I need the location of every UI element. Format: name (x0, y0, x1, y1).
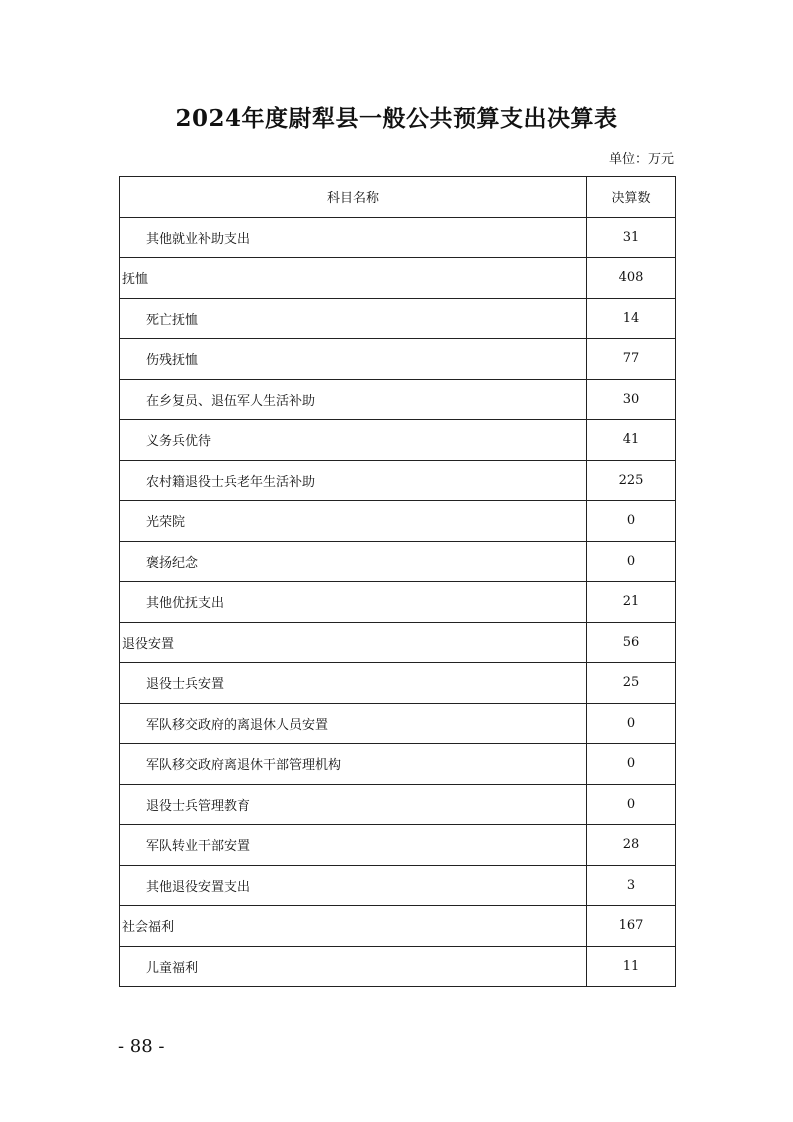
row-subject-name: 军队移交政府离退休干部管理机构 (120, 744, 587, 785)
row-final-amount: 3 (587, 865, 676, 906)
row-subject-name: 伤残抚恤 (120, 339, 587, 380)
row-subject-name: 其他优抚支出 (120, 582, 587, 623)
row-final-amount: 41 (587, 420, 676, 461)
table-row (120, 582, 676, 623)
row-subject-name: 死亡抚恤 (120, 298, 587, 339)
table-row (120, 217, 676, 258)
row-final-amount: 30 (587, 379, 676, 420)
table-row (120, 460, 676, 501)
table-row (120, 298, 676, 339)
row-subject-name: 社会福利 (120, 906, 587, 947)
table-row (120, 703, 676, 744)
table-row (120, 420, 676, 461)
table-row (120, 379, 676, 420)
table-row (120, 663, 676, 704)
table-row (120, 946, 676, 987)
row-subject-name: 褒扬纪念 (120, 541, 587, 582)
header-subject-name: 科目名称 (120, 177, 587, 218)
row-subject-name: 儿童福利 (120, 946, 587, 987)
row-subject-name: 在乡复员、退伍军人生活补助 (120, 379, 587, 420)
row-final-amount: 31 (587, 217, 676, 258)
row-final-amount: 14 (587, 298, 676, 339)
unit-label: 单位：万元 (608, 152, 674, 167)
row-subject-name: 退役士兵安置 (120, 663, 587, 704)
row-subject-name: 军队移交政府的离退休人员安置 (120, 703, 587, 744)
row-subject-name: 抚恤 (120, 258, 587, 299)
row-final-amount: 11 (587, 946, 676, 987)
row-final-amount: 0 (587, 784, 676, 825)
row-final-amount: 0 (587, 541, 676, 582)
row-subject-name: 退役士兵管理教育 (120, 784, 587, 825)
table-header-row (120, 177, 676, 218)
row-final-amount: 25 (587, 663, 676, 704)
row-final-amount: 28 (587, 825, 676, 866)
row-final-amount: 0 (587, 703, 676, 744)
table-row (120, 622, 676, 663)
page-number: - 88 - (118, 1036, 165, 1057)
row-final-amount: 0 (587, 744, 676, 785)
header-final-amount: 决算数 (587, 177, 676, 218)
table-row (120, 784, 676, 825)
table-row (120, 865, 676, 906)
row-subject-name: 军队转业干部安置 (120, 825, 587, 866)
row-subject-name: 其他退役安置支出 (120, 865, 587, 906)
row-final-amount: 77 (587, 339, 676, 380)
row-final-amount: 0 (587, 501, 676, 542)
table-row (120, 258, 676, 299)
row-subject-name: 光荣院 (120, 501, 587, 542)
row-final-amount: 21 (587, 582, 676, 623)
table-row (120, 541, 676, 582)
row-final-amount: 225 (587, 460, 676, 501)
table-row (120, 339, 676, 380)
page-title: 2024年度尉犁县一般公共预算支出决算表 (175, 105, 618, 132)
row-final-amount: 408 (587, 258, 676, 299)
row-subject-name: 其他就业补助支出 (120, 217, 587, 258)
table-row (120, 744, 676, 785)
table-row (120, 825, 676, 866)
row-subject-name: 退役安置 (120, 622, 587, 663)
row-final-amount: 56 (587, 622, 676, 663)
row-subject-name: 义务兵优待 (120, 420, 587, 461)
table-row (120, 501, 676, 542)
table-row (120, 906, 676, 947)
row-final-amount: 167 (587, 906, 676, 947)
row-subject-name: 农村籍退役士兵老年生活补助 (120, 460, 587, 501)
budget-table (119, 176, 676, 987)
